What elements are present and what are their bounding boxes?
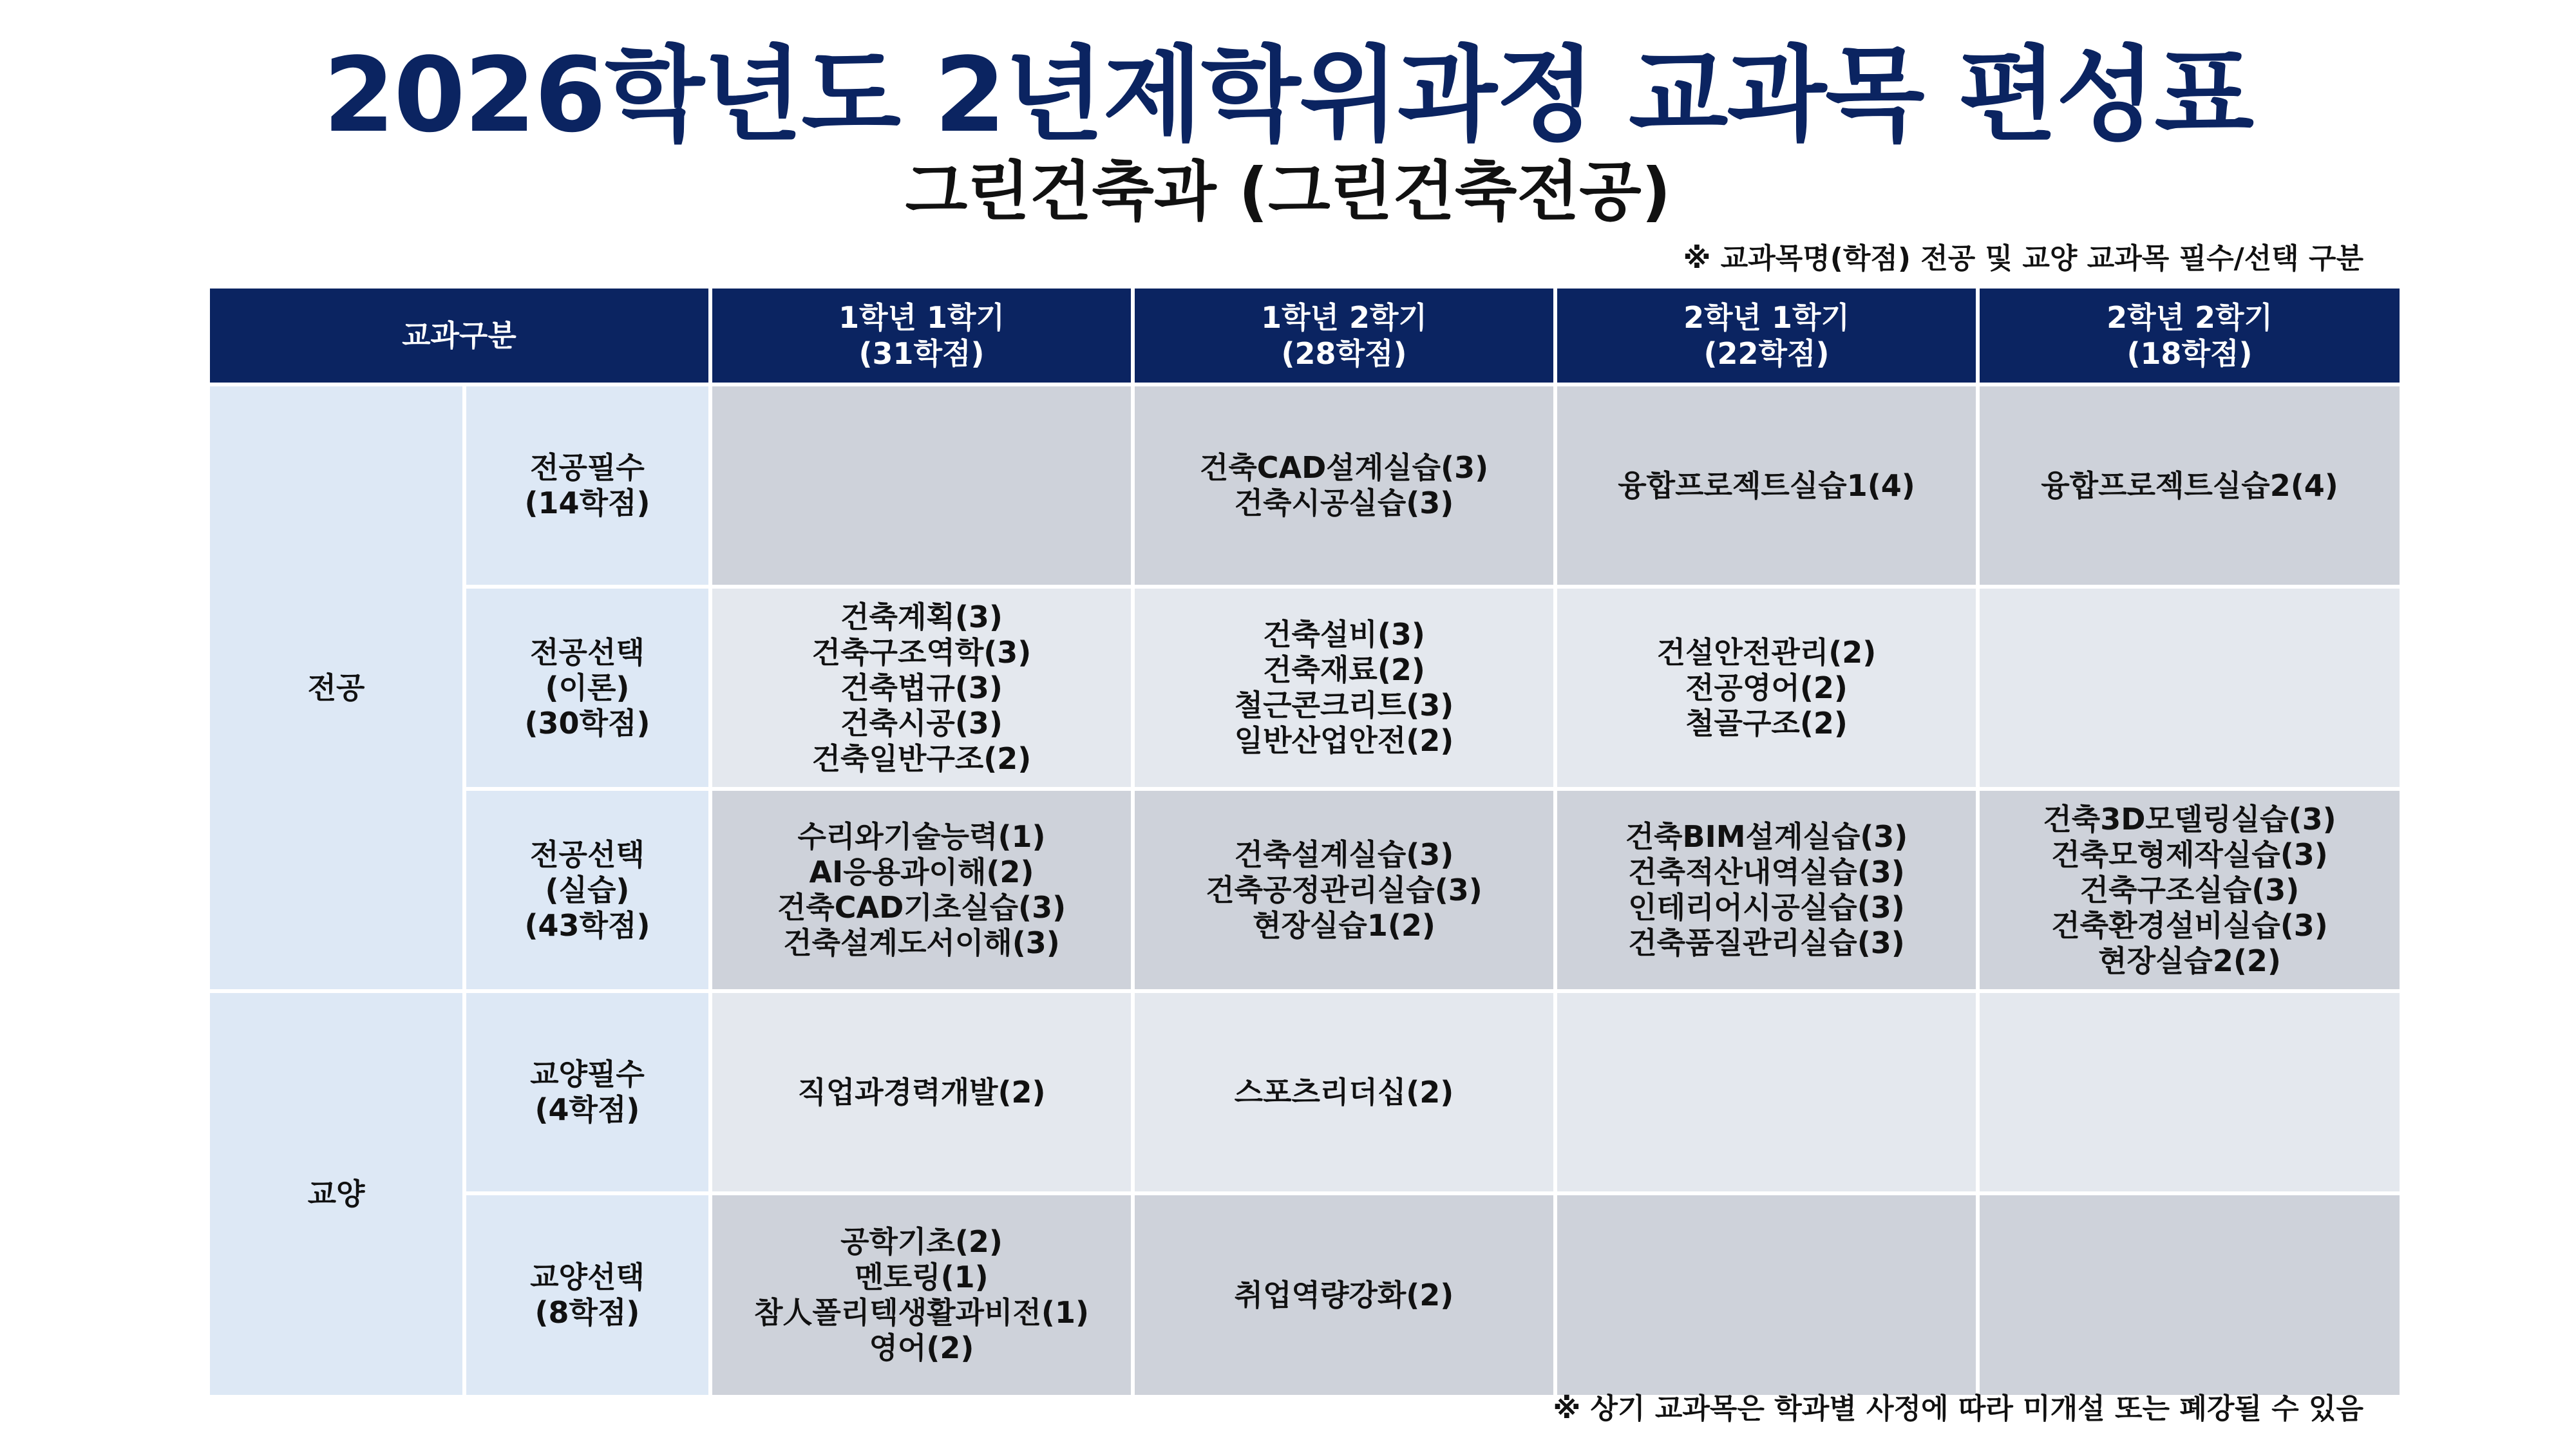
course-item: 건축3D모델링실습(3) (2043, 801, 2336, 837)
course-cell (1980, 589, 2400, 787)
row-label-line: (30학점) (524, 705, 650, 741)
course-cell (1980, 386, 2400, 585)
course-item: 현장실습2(2) (2098, 943, 2281, 978)
header-semester-credits: (31학점) (858, 336, 985, 371)
course-item: AI응용과이해(2) (809, 855, 1034, 889)
course-item: 인테리어시공실습(3) (1628, 890, 1905, 925)
course-cell (1557, 1195, 1976, 1395)
header-semester-credits: (28학점) (1281, 336, 1407, 371)
course-item: 참人폴리텍생활과비전(1) (754, 1295, 1089, 1330)
page-subtitle: 그린건축과 (그린건축전공) (905, 154, 1671, 229)
course-item: 건축품질관리실습(3) (1628, 925, 1905, 960)
course-item: 취업역량강화(2) (1234, 1277, 1454, 1312)
course-item: 공학기초(2) (840, 1224, 1003, 1259)
group-label: 전공 (307, 670, 365, 705)
group-major (210, 386, 462, 989)
course-cell (1557, 386, 1976, 585)
row-label-line: (8학점) (535, 1295, 640, 1330)
course-item: 직업과경력개발(2) (797, 1074, 1046, 1110)
course-item: 현장실습1(2) (1253, 907, 1435, 943)
course-cell (1135, 1195, 1553, 1395)
course-item: 철근콘크리트(3) (1234, 688, 1454, 723)
header-category-label: 교과구분 (402, 318, 516, 353)
course-cell (1135, 386, 1553, 585)
row-label-line: 교양필수 (530, 1057, 645, 1092)
course-item: 전공영어(2) (1685, 670, 1848, 705)
course-item: 건축CAD기초실습(3) (777, 890, 1066, 925)
curriculum-table (210, 289, 2380, 1383)
course-item: 철골구조(2) (1685, 705, 1848, 741)
row-label-line: 전공선택 (530, 634, 645, 670)
header-semester-2 (1135, 289, 1553, 383)
course-cell (1557, 791, 1976, 989)
course-item: 건축설계실습(3) (1234, 837, 1454, 872)
row-label (466, 993, 708, 1191)
row-label (466, 386, 708, 585)
course-item: 멘토링(1) (855, 1260, 989, 1294)
header-semester-4 (1980, 289, 2400, 383)
legend-note: ※ 교과목명(학점) 전공 및 교양 교과목 필수/선택 구분 (1683, 242, 2363, 275)
header-semester-credits: (18학점) (2126, 336, 2253, 371)
row-label-line: (14학점) (524, 486, 650, 520)
course-cell (1135, 791, 1553, 989)
course-item: 건축시공(3) (840, 705, 1003, 741)
header-semester-name: 1학년 2학기 (1261, 300, 1427, 335)
course-item: 스포츠리더십(2) (1234, 1074, 1454, 1110)
group-label: 교양 (307, 1176, 365, 1211)
course-cell (712, 791, 1131, 989)
footer-note: ※ 상기 교과목은 학과별 사정에 따라 미개설 또는 폐강될 수 있음 (1553, 1392, 2363, 1425)
course-item: 건설안전관리(2) (1656, 634, 1877, 670)
course-item: 건축모형제작실습(3) (2051, 837, 2328, 872)
course-item: 건축시공실습(3) (1234, 486, 1454, 520)
course-item: 건축재료(2) (1263, 652, 1425, 687)
course-cell (1980, 1195, 2400, 1395)
group-liberal-arts (210, 993, 462, 1395)
row-label-line: 전공선택 (530, 837, 645, 872)
row-label-line: (실습) (545, 872, 630, 907)
course-cell (1135, 993, 1553, 1191)
course-item: 수리와기술능력(1) (797, 819, 1046, 854)
course-item: 건축환경설비실습(3) (2051, 907, 2328, 943)
row-label-line: (이론) (545, 670, 630, 705)
row-label (466, 791, 708, 989)
course-item: 건축적산내역실습(3) (1628, 855, 1905, 889)
row-label-line: 교양선택 (530, 1260, 645, 1294)
header-semester-credits: (22학점) (1703, 336, 1830, 371)
course-cell (712, 993, 1131, 1191)
row-label-line: 전공필수 (530, 450, 645, 485)
page-title: 2026학년도 2년제학위과정 교과목 편성표 (323, 35, 2253, 155)
course-cell (1557, 993, 1976, 1191)
course-item: 건축CAD설계실습(3) (1199, 450, 1489, 485)
course-item: 건축설비(3) (1263, 617, 1425, 652)
course-cell (712, 1195, 1131, 1395)
course-cell (1557, 589, 1976, 787)
course-item: 건축구조실습(3) (2079, 872, 2300, 907)
course-cell (1980, 791, 2400, 989)
course-item: 융합프로젝트실습1(4) (1618, 468, 1915, 503)
header-semester-name: 2학년 1학기 (1683, 300, 1850, 335)
header-semester-name: 2학년 2학기 (2107, 300, 2273, 335)
course-item: 건축설계도서이해(3) (783, 925, 1060, 960)
course-cell (712, 589, 1131, 787)
course-item: 건축공정관리실습(3) (1206, 872, 1482, 907)
course-item: 융합프로젝트실습2(4) (2041, 468, 2338, 503)
course-item: 영어(2) (869, 1331, 974, 1365)
course-item: 건축BIM설계실습(3) (1625, 819, 1908, 854)
course-item: 건축구조역학(3) (811, 634, 1032, 670)
header-semester-name: 1학년 1학기 (838, 300, 1005, 335)
course-cell (1135, 589, 1553, 787)
course-item: 건축법규(3) (840, 670, 1003, 705)
row-label (466, 1195, 708, 1395)
course-cell (712, 386, 1131, 585)
row-label-line: (4학점) (535, 1092, 640, 1127)
row-label (466, 589, 708, 787)
course-item: 건축계획(3) (840, 599, 1003, 634)
course-item: 일반산업안전(2) (1234, 723, 1454, 758)
header-category (210, 289, 708, 383)
header-semester-3 (1557, 289, 1976, 383)
course-cell (1980, 993, 2400, 1191)
row-label-line: (43학점) (524, 907, 650, 943)
header-semester-1 (712, 289, 1131, 383)
course-item: 건축일반구조(2) (811, 741, 1032, 776)
